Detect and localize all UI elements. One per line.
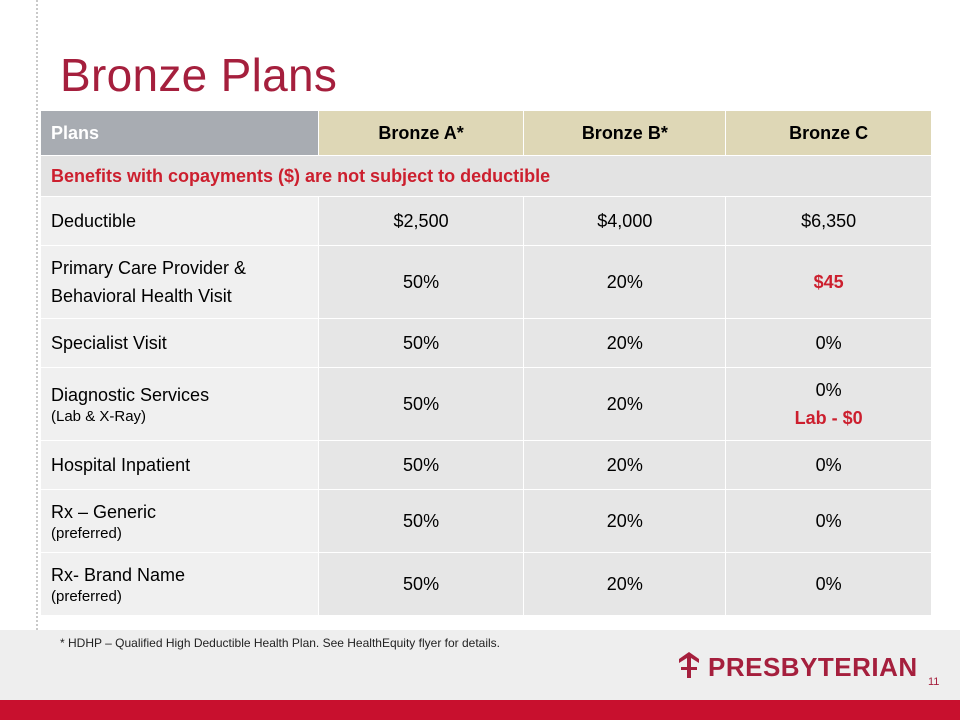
table-header-row [41, 111, 932, 156]
cell-value: 0% [815, 380, 842, 400]
cell-value: 20% [524, 368, 726, 441]
cell-value: 0% [726, 441, 932, 490]
cell-value: 20% [524, 441, 726, 490]
table-row [41, 368, 932, 441]
table-row [41, 441, 932, 490]
table-row [41, 553, 932, 616]
cell-value: 50% [318, 368, 524, 441]
row-label: Rx – Generic [51, 502, 157, 522]
cell-value: 20% [524, 246, 726, 319]
cell-value: 0% [726, 490, 932, 553]
cross-emblem-icon [676, 651, 702, 684]
cell-value: $6,350 [726, 197, 932, 246]
cell-value: 20% [524, 553, 726, 616]
row-label-cell [41, 553, 319, 616]
bottom-brand-bar [0, 700, 960, 720]
footnote: * HDHP – Qualified High Deductible Health Plan. See HealthEquity flyer for details. [60, 636, 501, 650]
header-plans: Plans [41, 111, 319, 156]
page-title: Bronze Plans [60, 49, 338, 101]
row-label: Diagnostic Services [51, 385, 210, 405]
cell-value-stack [726, 368, 932, 441]
row-label: Deductible [41, 197, 319, 246]
cell-value: 50% [318, 553, 524, 616]
copayment-banner: Benefits with copayments ($) are not subject to deductible [41, 156, 932, 197]
plans-comparison-table [40, 110, 932, 616]
cell-value: 50% [318, 490, 524, 553]
cell-extra-note: Lab - $0 [794, 408, 863, 428]
row-label: Rx- Brand Name [51, 565, 186, 585]
row-sublabel: (preferred) [51, 525, 122, 542]
row-label-cell [41, 368, 319, 441]
header-bronze-c: Bronze C [726, 111, 932, 156]
cell-value: 0% [726, 553, 932, 616]
row-label: Hospital Inpatient [41, 441, 319, 490]
cell-value: $4,000 [524, 197, 726, 246]
cell-value: 50% [318, 441, 524, 490]
table-row [41, 319, 932, 368]
cell-value: $2,500 [318, 197, 524, 246]
row-label: Primary Care Provider & Behavioral Health Visit [41, 246, 319, 319]
row-label-cell [41, 490, 319, 553]
row-sublabel: (preferred) [51, 588, 122, 605]
table-row [41, 246, 932, 319]
header-bronze-a: Bronze A* [318, 111, 524, 156]
row-sublabel: (Lab & X-Ray) [51, 408, 147, 425]
banner-row [41, 156, 932, 197]
header-bronze-b: Bronze B* [524, 111, 726, 156]
table-row [41, 490, 932, 553]
cell-value: 20% [524, 490, 726, 553]
logo-text: PRESBYTERIAN [708, 652, 918, 682]
presbyterian-logo [676, 651, 918, 684]
dotted-margin-line [36, 0, 38, 630]
cell-value: 50% [318, 319, 524, 368]
table-row [41, 197, 932, 246]
page-number: 11 [928, 676, 940, 688]
cell-value: 20% [524, 319, 726, 368]
cell-value: 50% [318, 246, 524, 319]
row-label: Specialist Visit [41, 319, 319, 368]
cell-value: 0% [726, 319, 932, 368]
cell-value: $45 [726, 246, 932, 319]
